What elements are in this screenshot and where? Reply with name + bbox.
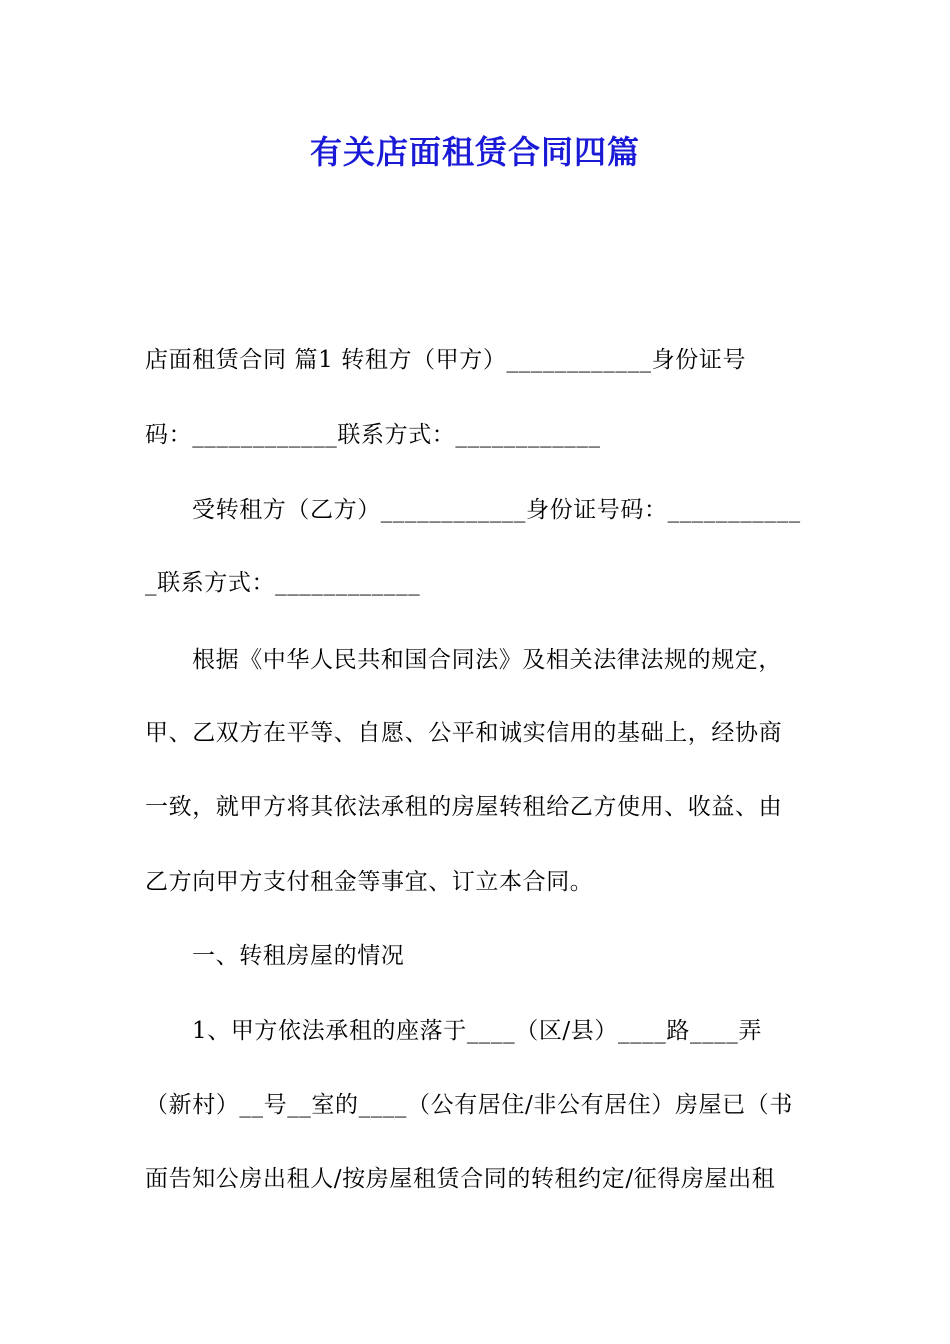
paragraph-line: 店面租赁合同 篇1 转租方（甲方）____________身份证号 [145,347,747,373]
paragraph-line: 一致，就甲方将其依法承租的房屋转租给乙方使用、收益、由 [145,794,783,820]
paragraph-line: 码：____________联系方式：____________ [145,422,601,448]
paragraph-line: _联系方式：____________ [145,570,421,596]
paragraph-line: 受转租方（乙方）____________身份证号码：___________ [192,497,801,523]
paragraph-line: 1、甲方依法承租的座落于____（区/县）____路____弄 [192,1018,762,1044]
paragraph-line: 根据《中华人民共和国合同法》及相关法律法规的规定， [192,647,782,673]
paragraph-line: 甲、乙双方在平等、自愿、公平和诚实信用的基础上，经协商 [145,720,783,746]
paragraph-line: （新村）__号__室的____（公有居住/非公有居住）房屋已（书 [145,1092,793,1118]
section-heading: 一、转租房屋的情况 [192,943,405,969]
document-title: 有关店面租赁合同四篇 [309,133,640,171]
paragraph-line: 乙方向甲方支付租金等事宜、订立本合同。 [145,869,594,895]
paragraph-line: 面告知公房出租人/按房屋租赁合同的转租约定/征得房屋出租 [145,1166,776,1192]
